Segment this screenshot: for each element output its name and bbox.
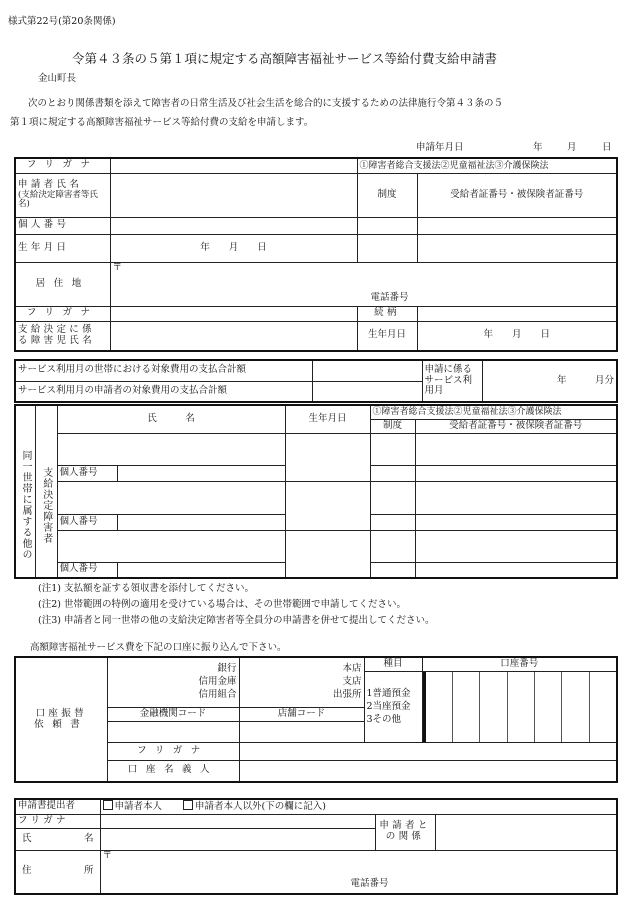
account-header: 口座番号 (422, 657, 617, 671)
member-birth-input[interactable] (285, 433, 370, 481)
submitter-furigana-label: フリガナ (15, 814, 100, 828)
submitter-address-label: 住所 (15, 850, 100, 894)
member-system-cell[interactable] (370, 562, 415, 578)
holder-furigana-input[interactable] (239, 742, 617, 760)
member-system-cell[interactable] (370, 465, 415, 481)
birth-input[interactable]: 年 月 日 (110, 234, 357, 262)
law-options: ①障害者総合支援法②児童福祉法③介護保険法 (357, 158, 617, 173)
relation-label: 続柄 (357, 306, 417, 321)
bank-code-cells[interactable] (107, 722, 239, 742)
intro-line-1: 次のとおり関係書類を添えて障害者の日常生活及び社会生活を総合的に支援するための法律施行令第４３条の５ (28, 98, 504, 109)
child-furigana-input[interactable] (110, 306, 357, 321)
institution-types: 銀行 信用金庫 信用組合 (107, 657, 239, 708)
cert-cells[interactable] (417, 234, 617, 262)
personal-number-input[interactable] (110, 217, 357, 234)
account-number-cells[interactable] (422, 671, 617, 742)
other-checkbox[interactable]: 申請者本人以外(下の欄に記入) (183, 801, 326, 812)
phone-label: 電話番号 (370, 291, 409, 303)
member-cert-cells[interactable] (415, 562, 617, 578)
applicant-name-label: 申請者氏名 (支給決定障害者等氏名) (15, 173, 110, 217)
address-label: 居住地 (15, 262, 110, 306)
service-month-label: 申請に係るサービス利用月 (422, 360, 482, 402)
member-cert-cells[interactable] (415, 433, 617, 465)
submitter-relation-input[interactable] (435, 814, 617, 850)
child-name-input[interactable] (110, 321, 357, 351)
branch-code-cells[interactable] (239, 722, 364, 742)
household-birth-header: 生年月日 (285, 405, 370, 433)
submitter-name-label: 氏名 (15, 828, 100, 850)
household-table (14, 404, 618, 579)
applicant-table (14, 157, 618, 352)
member-system-cell[interactable] (370, 530, 415, 562)
system-cell[interactable] (357, 234, 417, 262)
household-side-label-2: 支給決定障害者 (40, 466, 52, 544)
birth-label: 生年月日 (15, 234, 110, 262)
child-birth-label: 生年月日 (357, 321, 417, 351)
member-name-input[interactable] (57, 433, 285, 465)
submitter-options (100, 799, 617, 814)
service-month-input[interactable]: 年 月分 (482, 360, 617, 402)
member-birth-input[interactable] (285, 530, 370, 578)
member-system-cell[interactable] (370, 433, 415, 465)
child-furigana-label: フリガナ (15, 306, 110, 321)
form-number: 様式第22号(第20条関係) (8, 16, 116, 27)
household-side-label: 同一世帯に属する他の (20, 450, 31, 560)
submitter-postal-mark: 〒 (102, 850, 113, 861)
member-cert-cells[interactable] (415, 514, 617, 530)
holder-input[interactable] (239, 760, 617, 782)
transfer-label: 口座振替 依頼書 (15, 657, 107, 782)
personal-number-label: 個人番号 (15, 217, 110, 234)
submitter-furigana-input[interactable] (100, 814, 375, 828)
member-system-cell[interactable] (370, 514, 415, 530)
member-name-input[interactable] (57, 530, 285, 562)
member-personal-number-label: 個人番号 (57, 562, 117, 578)
household-system-header: 制度 (370, 419, 415, 433)
postal-mark: 〒 (112, 262, 123, 273)
member-cert-cells[interactable] (415, 530, 617, 562)
child-birth-input[interactable]: 年 月 日 (417, 321, 617, 351)
furigana-label: フリガナ (15, 158, 110, 173)
submitter-table (14, 798, 618, 895)
note-2: (注2) 世帯範囲の特例の適用を受けている場合は、その世帯範囲で申請してください。 (38, 599, 406, 610)
self-checkbox[interactable]: 申請者本人 (103, 801, 163, 812)
relation-input[interactable] (417, 306, 617, 321)
child-name-label: 支給決定に係る障害児氏名 (15, 321, 110, 351)
application-date-year: 年 (533, 142, 543, 153)
system-cell[interactable] (357, 217, 417, 234)
holder-label: 口座名義人 (107, 760, 239, 782)
cert-header: 受給者証番号・被保険者証番号 (417, 173, 617, 217)
branch-types: 本店 支店 出張所 (239, 657, 364, 708)
submitter-phone-label: 電話番号 (350, 878, 389, 890)
account-types[interactable]: 1普通預金 2当座預金 3その他 (364, 671, 422, 742)
household-name-header: 氏 名 (57, 405, 285, 433)
submitter-label: 申請書提出者 (15, 799, 100, 814)
totals-table (14, 359, 618, 403)
member-personal-number-label: 個人番号 (57, 514, 117, 530)
applicant-total-label: サービス利用月の申請者の対象費用の支払合計額 (15, 381, 312, 402)
intro-line-2: 第１項に規定する高額障害福祉サービス等給付費の支給を申請します。 (10, 117, 314, 128)
member-system-cell[interactable] (370, 481, 415, 514)
member-cert-cells[interactable] (415, 481, 617, 514)
member-personal-number-label: 個人番号 (57, 465, 117, 481)
member-name-input[interactable] (57, 481, 285, 514)
member-personal-number-input[interactable] (117, 514, 285, 530)
member-birth-input[interactable] (285, 481, 370, 530)
submitter-relation-label: 申請者との関係 (375, 814, 435, 850)
application-date-label: 申請年月日 (416, 142, 464, 153)
branch-code-label: 店舗コード (239, 708, 364, 722)
household-total-input[interactable] (312, 360, 422, 381)
applicant-name-input[interactable] (110, 173, 357, 217)
holder-furigana-label: フリガナ (107, 742, 239, 760)
applicant-total-input[interactable] (312, 381, 422, 402)
member-personal-number-input[interactable] (117, 562, 285, 578)
address-input[interactable] (110, 262, 617, 306)
furigana-input[interactable] (110, 158, 357, 173)
addressee: 金山町長 (38, 73, 77, 84)
system-header: 制度 (357, 173, 417, 217)
application-date-month: 月 (567, 142, 577, 153)
submitter-address-input[interactable] (100, 850, 617, 894)
bank-table (14, 656, 618, 783)
note-1: (注1) 支払額を証する領収書を添付してください。 (38, 583, 254, 594)
cert-cells[interactable] (417, 217, 617, 234)
household-cert-header: 受給者証番号・被保険者証番号 (415, 419, 617, 433)
note-3: (注3) 申請者と同一世帯の他の支給決定障害者等全員分の申請書を併せて提出してください。 (38, 615, 435, 626)
member-cert-cells[interactable] (415, 465, 617, 481)
member-personal-number-input[interactable] (117, 465, 285, 481)
submitter-name-input[interactable] (100, 828, 375, 850)
application-date-day: 日 (602, 142, 612, 153)
bank-lead: 高額障害福祉サービス費を下記の口座に振り込んで下さい。 (30, 642, 287, 653)
household-total-label: サービス利用月の世帯における対象費用の支払合計額 (15, 360, 312, 381)
type-header: 種目 (364, 657, 422, 671)
household-law-options: ①障害者総合支援法②児童福祉法③介護保険法 (370, 405, 617, 419)
form-title: 令第４３条の５第１項に規定する高額障害福祉サービス等給付費支給申請書 (72, 51, 498, 66)
bank-code-label: 金融機関コード (107, 708, 239, 722)
